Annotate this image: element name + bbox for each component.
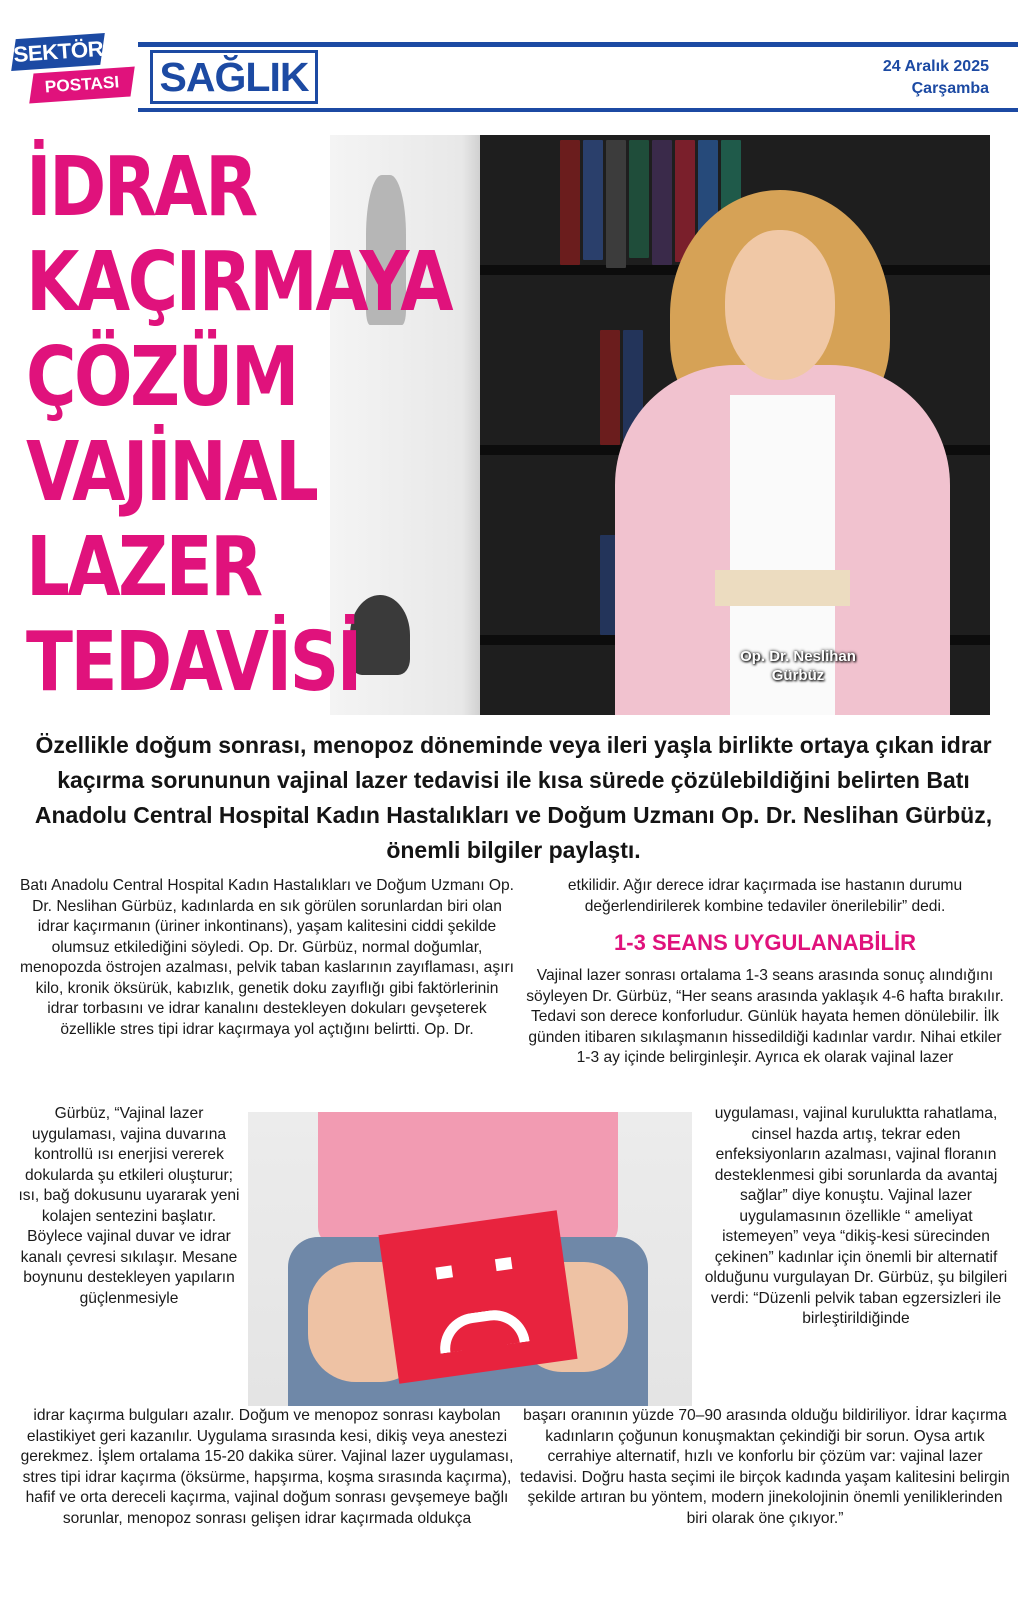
sad-face-card-photo xyxy=(248,1112,692,1406)
headline-line: VAJİNAL xyxy=(26,425,317,520)
article-paragraph-right-mid: Vajinal lazer sonrası ortalama 1-3 seans arasında sonuç alındığını söyleyen Dr. Gürbüz, “Her seans arasında yaklaşık 4-6 hafta bırakılır. Tedavi son derece konforludur. Günlük hayata hemen dönülebilir. İlk günden itibaren sıkılaşmanın hissedildiği kadınlar vardır. Nihai etkiler 1-3 ay içinde belirginleşir. Ayrıca ek olarak vajinal lazer xyxy=(526,967,1004,1066)
date-text: 24 Aralık 2025 xyxy=(882,58,989,75)
header-rule-top xyxy=(138,42,1018,47)
article-paragraph-right-bottom: başarı oranının yüzde 70–90 arasında olduğu bildiriliyor. İdrar kaçırma kadınların çoğunun konuşmaktan çekindiği bir sorun. Oysa artık cerrahiye alternatif, hızlı ve konforlu bir çözüm var: vajinal lazer tedavisi. Doğru hasta seçimi ile birçok kadında yaşam kalitesini belirgin şekilde artıran bu yöntem, modern jinekolojinin önemli yeniliklerinden biri olarak öne çıkıyor.” xyxy=(520,1407,1010,1527)
headline-line: LAZER xyxy=(26,520,261,615)
headline-line: TEDAVİSİ xyxy=(26,615,360,710)
eye xyxy=(435,1265,453,1279)
header-rule-bottom xyxy=(138,108,1018,112)
logo-bottom-text: POSTASI xyxy=(44,72,120,97)
article-paragraph-left-narrow: Gürbüz, “Vajinal lazer uygulaması, vajina duvarına kontrollü ısı enerjisi vererek dokularda şu etkileri oluşturur; ısı, bağ dokusunu uyararak yeni kolajen sentezini başlatır. Böylece vajinal duvar ve idrar kanalı çevresi sıkılaşır. Mesane boynunu destekleyen yapıların güçlenmesiyle xyxy=(18,1105,240,1307)
logo-bottom-banner xyxy=(29,67,135,104)
issue-date xyxy=(883,56,989,100)
doctor-face xyxy=(725,230,835,380)
sad-face-icon xyxy=(378,1210,577,1384)
logo-top-text: SEKTÖR xyxy=(12,36,105,67)
frown xyxy=(436,1306,530,1354)
headline-line: İDRAR xyxy=(26,140,256,235)
photo-caption xyxy=(728,647,868,685)
article-lede: Özellikle doğum sonrası, menopoz döneminde veya ileri yaşla birlikte ortaya çıkan idrar kaçırma sorununun vajinal lazer tedavisi ile kısa sürede çözülebildiğini belirten Batı Anadolu Central Hospital Kadın Hastalıkları ve Doğum Uzmanı Op. Dr. Neslihan Gürbüz, önemli bilgiler paylaştı. xyxy=(34,732,993,863)
article-paragraph-right-top: etkilidir. Ağır derece idrar kaçırmada ise hastanın durumu değerlendirilerek kombine tedaviler önerilebilir” dedi. xyxy=(567,877,963,915)
logo-top-banner xyxy=(11,33,105,71)
eye xyxy=(495,1257,513,1271)
article-paragraph-left-top: Batı Anadolu Central Hospital Kadın Hastalıkları ve Doğum Uzmanı Op. Dr. Neslihan Gürbüz, kadınlarda en sık görülen sorunlardan biri olan idrar kaçırmanın (üriner inkontinans), yaşam kalitesini ciddi şekilde olumsuz etkilediğini söyledi. Op. Dr. Gürbüz, normal doğumlar, menopozda östrojen azalması, pelvik taban kaslarının zayıflaması, aşırı kilo, kronik öksürük, kabızlık, genetik doku zayıflığı gibi faktörlerinin idrar torbasını ve idrar kanalını destekleyen dokuları gevşeterek özellikle stres tipi idrar kaçırmaya yol açtığını belirtti. Op. Dr. xyxy=(19,877,515,1038)
publication-logo xyxy=(10,34,130,106)
section-title: SAĞLIK xyxy=(159,54,309,100)
headline xyxy=(26,140,586,710)
caption-line: Gürbüz xyxy=(771,667,825,684)
article-paragraph-right-narrow: uygulaması, vajinal kuruluktta rahatlama, cinsel hazda artış, tekrar eden enfeksiyonların azalması, vajinal floranın desteklenmesi gibi sorunlarda da avantaj sağlar” diye konuştu. Vajinal lazer uygulamasının özellikle “ ameliyat istemeyen” veya “dikiş-kesi sürecinden çekinen” kadınlar için önemli bir alternatif olduğunu vurgulayan Dr. Gürbüz, şu bilgileri verdi: “Düzenli pelvik taban egzersizleri ile birleştirildiğinde xyxy=(704,1105,1008,1327)
headline-line: ÇÖZÜM xyxy=(26,330,297,425)
caption-line: Op. Dr. Neslihan xyxy=(740,648,856,665)
headline-line: KAÇIRMAYA xyxy=(26,235,452,330)
article-paragraph-left-bottom: idrar kaçırma bulguları azalır. Doğum ve menopoz sonrası kaybolan elastikiyet geri kazanılır. Uygulama sırasında kesi, dikiş veya anestezi gerekmez. İşlem ortalama 15-20 dakika sürer. Vajinal lazer uygulaması, stres tipi idrar kaçırma (öksürme, hapşırma, koşma sırasında kaçırma), hafif ve orta dereceli kaçırma, vajinal doğum sonrası gevşemeye bağlı sorunlar, menopoz sonrası gelişen idrar kaçırmada oldukça xyxy=(20,1407,514,1527)
doctor-belt xyxy=(715,570,850,606)
weekday-text: Çarşamba xyxy=(911,80,989,97)
subheading: 1-3 SEANS UYGULANABİLİR xyxy=(614,930,916,955)
